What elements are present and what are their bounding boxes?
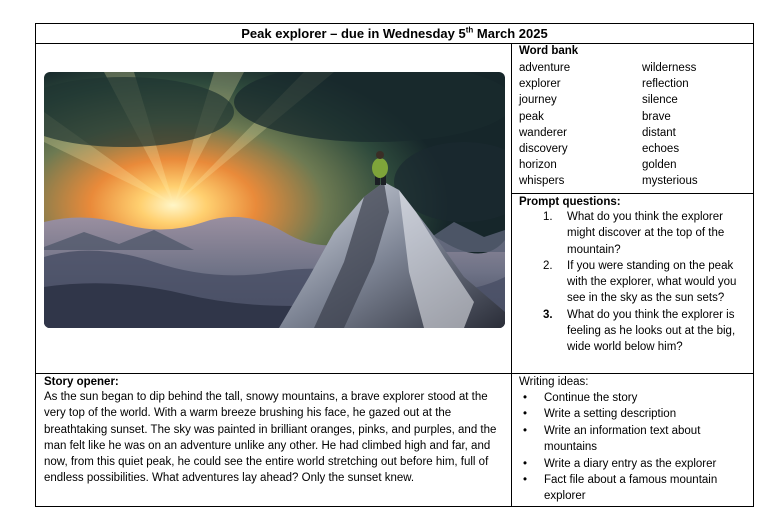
writing-ideas-list: [519, 390, 751, 505]
worksheet: [35, 23, 754, 507]
writing-idea-text: Write a setting description: [544, 408, 677, 421]
prompt-questions-heading: Prompt questions:: [519, 196, 621, 208]
writing-idea: [519, 390, 751, 406]
question-number: 1.: [543, 211, 553, 223]
prompt-questions-list: [519, 209, 751, 356]
writing-idea: [519, 456, 751, 472]
word-bank-word: adventure: [519, 62, 571, 74]
bullet-icon: •: [523, 457, 528, 470]
mountain-sunset-image: [44, 72, 505, 328]
row-divider-right-top: [512, 193, 753, 194]
word-bank-word: wilderness: [642, 62, 697, 74]
word-bank-word: discovery: [519, 143, 568, 156]
prompt-question: [519, 209, 751, 258]
writing-idea-text: Write a diary entry as the explorer: [544, 457, 717, 470]
word-bank-list: [519, 60, 751, 190]
writing-ideas-heading: Writing ideas:: [519, 376, 589, 388]
bullet-icon: •: [523, 424, 528, 437]
word-bank-word: whispers: [519, 175, 565, 188]
bullet-icon: •: [523, 408, 528, 421]
prompt-questions: [519, 195, 751, 356]
word-bank-word: silence: [642, 94, 678, 107]
writing-idea: [519, 472, 751, 505]
question-number: 3.: [543, 308, 553, 321]
story-opener: [44, 375, 509, 487]
bullet-icon: •: [523, 474, 528, 487]
word-bank-word: horizon: [519, 159, 557, 172]
prompt-question: [519, 307, 751, 356]
question-text: If you were standing on the peak with the explorer, what would you see in the sky as the sun sets?: [567, 259, 737, 305]
word-bank-heading: Word bank: [519, 45, 579, 57]
writing-idea: [519, 423, 751, 456]
word-bank-word: wanderer: [519, 126, 567, 139]
bullet-icon: •: [523, 392, 528, 404]
word-bank-word: explorer: [519, 78, 561, 91]
story-opener-text: As the sun began to dip behind the tall, snowy mountains, a brave explorer stood at the very top of the world. With a warm breeze brushing his face, he gazed out at the breathtaking sunset. The sky was painted in brilliant oranges, pinks, and purples, and the man felt like he was on an adventure unlike any other. He had climbed high and far, and now, from this quiet peak, he could see the entire world stretching out before him, full of endless possibilities. What adventures lay ahead? Only the sunset knew.: [44, 391, 497, 485]
writing-idea-text: Continue the story: [544, 392, 638, 404]
story-opener-heading: Story opener:: [44, 376, 119, 388]
word-bank-word: distant: [642, 126, 676, 139]
page-title: [36, 24, 753, 44]
column-divider: [511, 43, 512, 506]
word-bank-word: brave: [642, 110, 671, 123]
writing-idea: [519, 406, 751, 422]
question-text: What do you think the explorer might discover at the top of the mountain?: [567, 211, 725, 256]
question-text: What do you think the explorer is feeling as he looks out at the big, wide world below him?: [567, 308, 736, 354]
word-bank-word: golden: [642, 159, 677, 172]
word-bank: [519, 44, 751, 190]
question-number: 2.: [543, 259, 553, 272]
prompt-question: [519, 258, 751, 307]
word-bank-word: mysterious: [642, 175, 698, 188]
title-superscript: th: [465, 25, 474, 35]
title-text: Peak explorer – due in Wednesday 5: [241, 26, 466, 41]
writing-idea-text: Write an information text about mountains: [544, 424, 701, 454]
word-bank-word: peak: [519, 110, 544, 123]
writing-idea-text: Fact file about a famous mountain explorer: [544, 474, 718, 503]
word-bank-word: echoes: [642, 143, 680, 156]
row-divider-right-bottom: [512, 373, 753, 374]
writing-ideas: [519, 375, 751, 505]
row-divider-left: [36, 373, 511, 374]
word-bank-word: journey: [519, 94, 557, 107]
title-text-rest: March 2025: [473, 26, 548, 41]
word-bank-word: reflection: [642, 78, 689, 91]
